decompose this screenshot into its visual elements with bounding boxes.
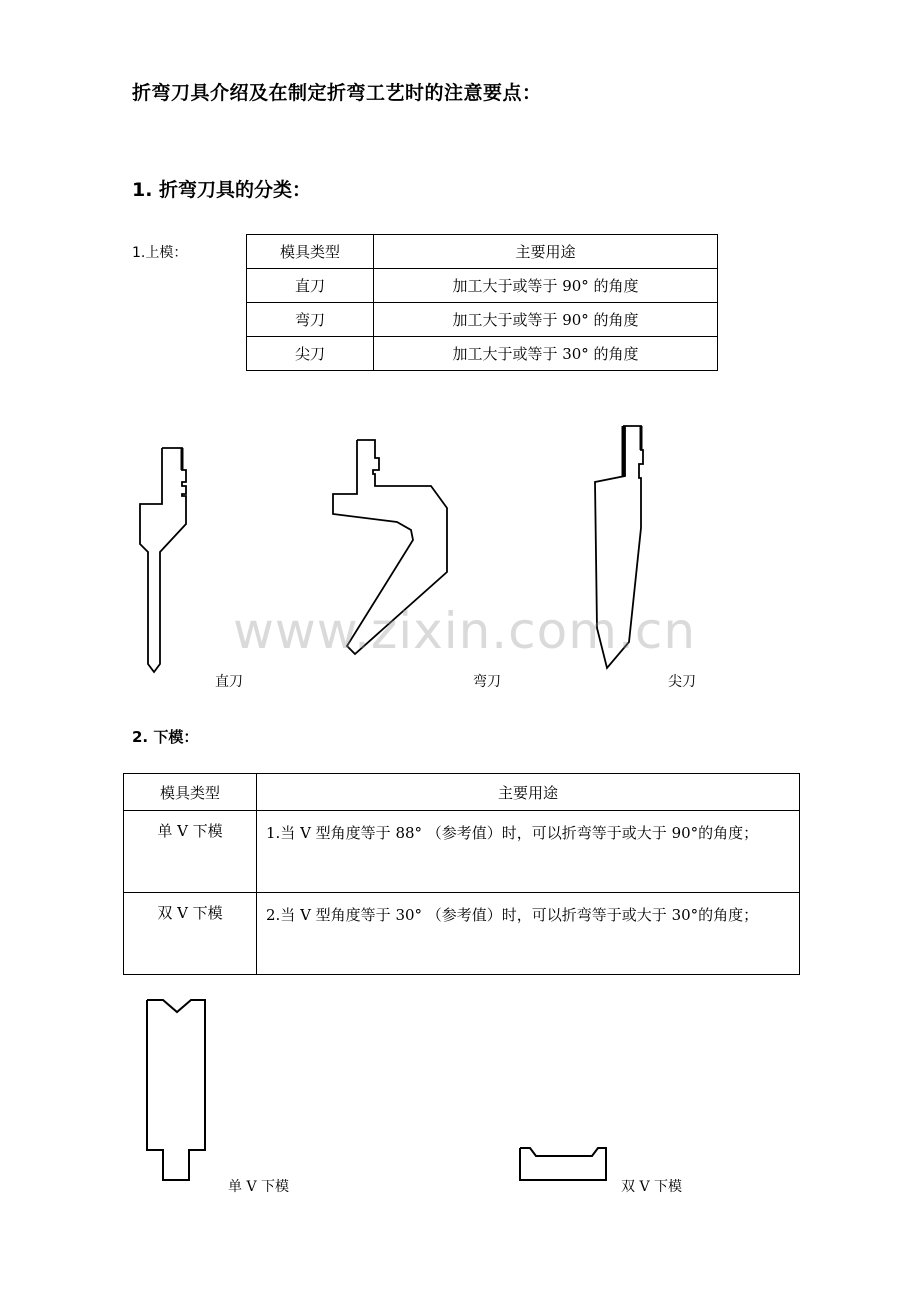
header-type: 模具类型 — [247, 235, 374, 269]
row-usage: 1.当 V 型角度等于 88° （参考值）时，可以折弯等于或大于 90°的角度； — [257, 811, 800, 893]
table-row — [247, 303, 718, 337]
header-type: 模具类型 — [124, 774, 257, 811]
caption-single-v-die: 单 V 下模 — [228, 1179, 290, 1195]
section-heading: 1. 折弯刀具的分类： — [132, 179, 312, 201]
header-usage: 主要用途 — [257, 774, 800, 811]
row-usage: 加工大于或等于 30° 的角度 — [374, 337, 718, 371]
table-row — [124, 893, 800, 975]
watermark-text: www.zixin.com.cn — [233, 602, 697, 660]
lower-die-table — [123, 773, 800, 975]
row-type: 双 V 下模 — [124, 893, 257, 975]
row-type: 尖刀 — [247, 337, 374, 371]
lower-die-label: 2. 下模： — [132, 728, 199, 746]
table-row — [247, 269, 718, 303]
caption-sharp-punch: 尖刀 — [668, 674, 696, 690]
document-title: 折弯刀具介绍及在制定折弯工艺时的注意要点： — [132, 82, 542, 104]
caption-straight-punch: 直刀 — [215, 674, 243, 690]
row-type: 弯刀 — [247, 303, 374, 337]
single-v-die-drawing — [133, 988, 217, 1186]
table-header-row — [247, 235, 718, 269]
row-usage: 加工大于或等于 90° 的角度 — [374, 269, 718, 303]
row-type: 直刀 — [247, 269, 374, 303]
table-row — [247, 337, 718, 371]
table-header-row — [124, 774, 800, 811]
row-usage: 2.当 V 型角度等于 30° （参考值）时，可以折弯等于或大于 30°的角度； — [257, 893, 800, 975]
straight-punch-drawing — [120, 440, 210, 680]
double-v-die-drawing — [510, 1138, 616, 1190]
upper-die-label: 1.上模： — [132, 245, 188, 261]
caption-double-v-die: 双 V 下模 — [621, 1179, 683, 1195]
row-type: 单 V 下模 — [124, 811, 257, 893]
caption-gooseneck-punch: 弯刀 — [473, 674, 501, 690]
header-usage: 主要用途 — [374, 235, 718, 269]
table-row — [124, 811, 800, 893]
upper-die-table — [246, 234, 718, 371]
row-usage: 加工大于或等于 90° 的角度 — [374, 303, 718, 337]
